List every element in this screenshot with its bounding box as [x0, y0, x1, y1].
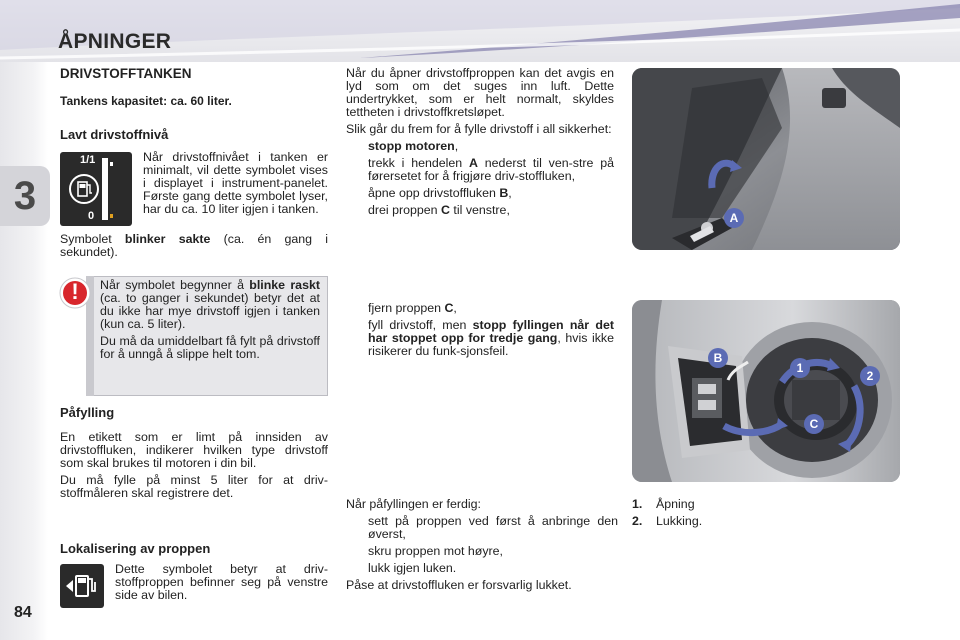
bullet-close-flap [346, 562, 618, 575]
page-title: ÅPNINGER [58, 30, 172, 53]
b2-pre: trekk i hendelen [368, 156, 470, 170]
fuel-cap-photo-graphic [632, 300, 900, 482]
finish-b2: skru proppen mot høyre, [368, 544, 503, 558]
low-fuel-title: Lavt drivstoffnivå [60, 127, 169, 142]
bullet-marker [346, 302, 368, 315]
chapter-number: 3 [13, 174, 37, 218]
bullet-marker [346, 204, 368, 217]
label-1-badge: 1 [790, 358, 810, 378]
finish-b1: sett på proppen ved først å anbringe den øverst, [368, 514, 618, 541]
gauge-empty-label: 0 [88, 210, 95, 222]
location-text: Dette symbolet betyr at driv-stoffproppen befinner seg på venstre side av bilen. [115, 562, 328, 602]
warning-text [100, 279, 320, 365]
bullet-marker [346, 545, 368, 558]
b2-bold: A [469, 156, 478, 170]
bullet-turn-cap [346, 204, 614, 217]
b3-post: , [508, 186, 512, 200]
page-number: 84 [14, 604, 32, 621]
gauge-full-label: 1/1 [80, 154, 96, 166]
exclamation-mark: ! [71, 279, 79, 304]
finish-b3: lukk igjen luken. [368, 561, 457, 575]
label-2-badge: 2 [860, 366, 880, 386]
gauge-graphic [60, 152, 132, 226]
bullet-stop-engine [346, 140, 614, 153]
fuel-pump-side-graphic [60, 564, 104, 608]
bullet-marker [346, 515, 368, 541]
b4-bold: C [441, 203, 450, 217]
f2-bold: stopp fyllingen når det har stoppet opp for tredje gang [368, 318, 614, 345]
warning-p1-pre: Når symbolet begynner å [100, 278, 250, 292]
legend-item-2 [632, 515, 900, 528]
bullet-refit-cap [346, 515, 618, 541]
opening-intro: Når du åpner drivstoffproppen kan det avgis en lyd som om det suges inn luft. Dette undertrykket, som er helt normalt, skyldes tettheten i drivstoffkretsløpet. [346, 66, 614, 119]
label-c-badge: C [804, 414, 824, 434]
warning-paragraph-2: Du må da umiddelbart få fylt på drivstoff for å unngå å slippe helt tom. [100, 334, 320, 361]
label-a-badge: A [724, 208, 744, 228]
legend-text-1: Åpning [656, 497, 695, 511]
blink-slow-pre: Symbolet [60, 232, 125, 246]
bullet-marker [346, 319, 368, 358]
bullet-marker [346, 157, 368, 183]
legend-number-2: 2. [632, 514, 643, 528]
lever-photo [632, 68, 900, 250]
refuel-paragraph-2: Du må fylle på minst 5 liter for at driv-stoffmåleren skal registrere det. [60, 473, 328, 500]
procedure-intro: Slik går du frem for å fylle drivstoff i all sikkerhet: [346, 122, 612, 136]
f2-post: , hvis ikke risikerer du funk-sjonsfeil. [368, 331, 614, 358]
b3-pre: åpne opp drivstoffluken [368, 186, 500, 200]
bullet-marker [346, 562, 368, 575]
finish-text [346, 498, 618, 596]
bullet-screw-cap [346, 545, 618, 558]
f1-bold: C [444, 301, 454, 315]
blink-slow-bold: blinker sakte [124, 232, 211, 246]
fuel-cap-photo [632, 300, 900, 482]
b1-post: , [454, 139, 459, 153]
fuel-pump-icon [60, 152, 132, 226]
bullet-marker [346, 187, 368, 200]
b2-post: nederst til ven-stre på førersetet for å frigjøre driv-stoffluken, [368, 156, 615, 183]
warning-paragraph-1 [100, 279, 320, 331]
legend-item-1 [632, 498, 900, 511]
bullet-remove-cap [346, 302, 614, 315]
label-b-badge: B [708, 348, 728, 368]
b4-pre: drei proppen [368, 203, 442, 217]
opening-text [346, 67, 614, 221]
section-title: DRIVSTOFFTANKEN [60, 66, 192, 81]
bullet-open-flap [346, 187, 614, 200]
filling-text [346, 302, 614, 362]
left-gutter [0, 62, 48, 640]
photo-legend [632, 498, 900, 528]
legend-number-1: 1. [632, 497, 643, 511]
bullet-fill-fuel [346, 319, 614, 358]
finish-closing: Påse at drivstoffluken er forsvarlig lukket. [346, 578, 572, 592]
finish-intro: Når påfyllingen er ferdig: [346, 497, 481, 511]
low-fuel-description: Når drivstoffnivået i tanken er minimalt, vil dette symbolet vises i displayet i instrument-panelet. Første gang dette symbolet lyser, har du ca. 10 liter igjen i tanken. [143, 150, 328, 216]
f1-post: , [453, 301, 457, 315]
refuel-paragraph-1: En etikett som er limt på innsiden av drivstoffluken, indikerer hvilken type drivstoff som skal brukes til motoren i din bil. [60, 430, 328, 470]
blink-slow-text [60, 233, 328, 259]
location-title: Lokalisering av proppen [60, 541, 211, 556]
bullet-marker [346, 140, 368, 153]
refuel-text [60, 431, 328, 504]
f1-pre: fjern proppen [368, 301, 445, 315]
bullet-pull-lever [346, 157, 614, 183]
warning-p1-post: (ca. to ganger i sekundet) betyr det at du ikke har mye drivstoff igjen i tanken (kun ca. 5 liter). [100, 291, 320, 331]
legend-text-2: Lukking. [656, 514, 703, 528]
b3-bold: B [499, 186, 509, 200]
fuel-pump-side-icon [60, 564, 104, 608]
f2-pre: fyll drivstoff, men [368, 318, 473, 332]
blink-slow-post: (ca. én gang i sekundet). [60, 232, 329, 259]
warning-p1-bold: blinke raskt [249, 278, 320, 292]
tank-capacity: Tankens kapasitet: ca. 60 liter. [60, 94, 232, 108]
b1-bold: stopp motoren [368, 139, 455, 153]
refuel-title: Påfylling [60, 405, 115, 420]
lever-photo-graphic [632, 68, 900, 250]
b4-post: til venstre, [449, 203, 510, 217]
